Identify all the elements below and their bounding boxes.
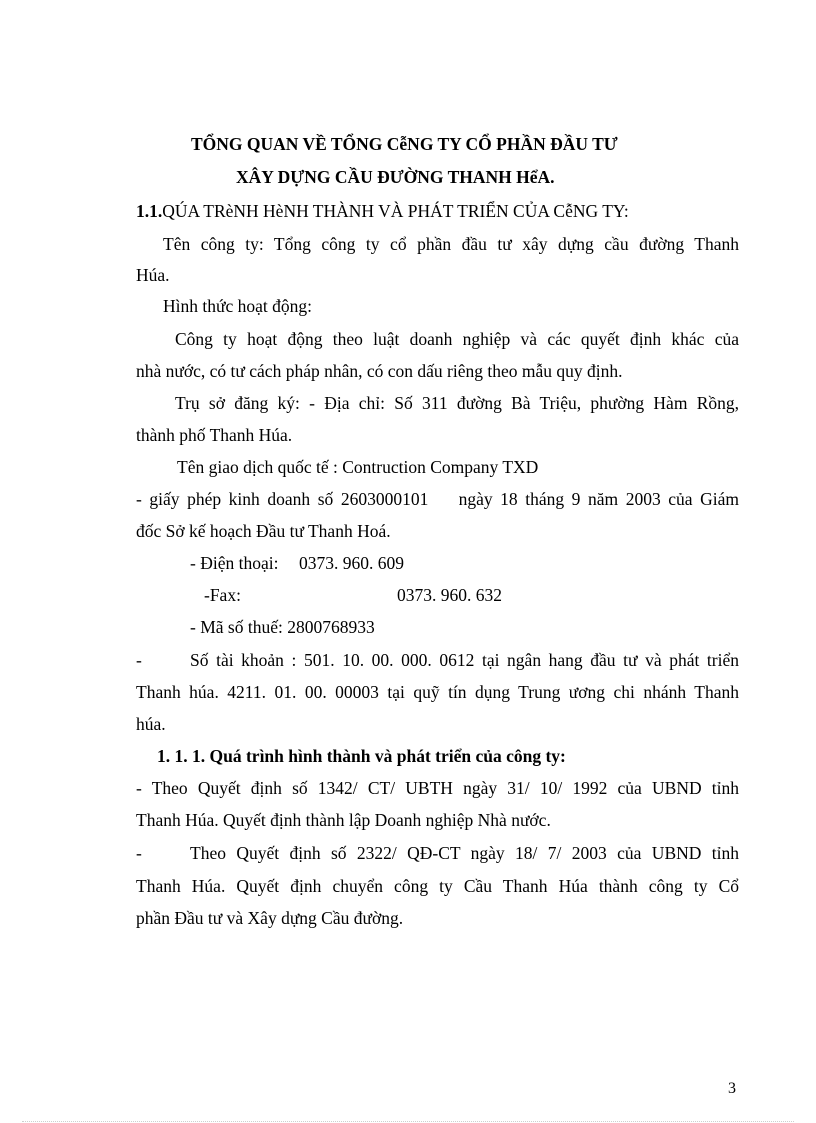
license-line-2: đốc Sở kế hoạch Đầu tư Thanh Hoá.: [136, 521, 391, 541]
operation-line-2: nhà nước, có tư cách pháp nhân, có con dấu riêng theo mẫu quy định.: [136, 361, 623, 381]
address-line-1: Trụ sở đăng ký: - Địa chỉ: Số 311 đường Bà Triệu, phường Hàm Rồng,: [175, 393, 739, 413]
decision-2-line-3: phần Đầu tư và Xây dựng Cầu đường.: [136, 908, 404, 928]
decision-2-line-1: Theo Quyết định số 2322/ QĐ-CT ngày 18/ 7/ 2003 của UBND tỉnh: [190, 843, 739, 863]
account-line-2: Thanh húa. 4211. 01. 00. 00003 tại quỹ tín dụng Trung ương chi nhánh Thanh: [136, 682, 739, 702]
account-line-3: húa.: [136, 714, 166, 734]
phone-value: 0373. 960. 609: [299, 553, 404, 573]
title-line-1: TỔNG QUAN VỀ TỔNG CễNG TY CỔ PHẦN ĐẦU TƯ: [191, 134, 618, 154]
fax-label: -Fax:: [204, 585, 241, 605]
account-dash: -: [136, 650, 142, 670]
title-line-2: XÂY DỰNG CẦU ĐƯỜNG THANH HểA.: [236, 167, 555, 187]
decision-1-line-2: Thanh Húa. Quyết định thành lập Doanh nghiệp Nhà nước.: [136, 810, 551, 830]
address-line-2: thành phố Thanh Húa.: [136, 425, 293, 445]
footer-divider: [22, 1121, 794, 1122]
subsection-heading: 1. 1. 1. Quá trình hình thành và phát triển của công ty:: [157, 746, 566, 766]
decision-2-line-2: Thanh Húa. Quyết định chuyển công ty Cầu Thanh Húa thành công ty Cổ: [136, 876, 739, 896]
section-heading-number: 1.1.: [136, 201, 163, 221]
company-name-line-2: Húa.: [136, 265, 170, 285]
license-line-1: - giấy phép kinh doanh số 2603000101 ngày 18 tháng 9 năm 2003 của Giám: [136, 489, 739, 509]
tax-code: - Mã số thuế: 2800768933: [190, 617, 375, 637]
intl-trade-name: Tên giao dịch quốc tế : Contruction Company TXD: [177, 457, 539, 477]
operation-line-1: Công ty hoạt động theo luật doanh nghiệp và các quyết định khác của: [175, 329, 739, 349]
section-heading: [136, 200, 629, 222]
fax-value: 0373. 960. 632: [397, 585, 502, 605]
decision-2-dash: -: [136, 843, 142, 863]
account-line-1: Số tài khoản : 501. 10. 00. 000. 0612 tại ngân hang đầu tư và phát triển: [190, 650, 739, 670]
section-heading-text: QÚA TRèNH HèNH THÀNH VÀ PHÁT TRIỂN CỦA CễNG TY:: [162, 201, 629, 221]
decision-1-line-1: - Theo Quyết định số 1342/ CT/ UBTH ngày 31/ 10/ 1992 của UBND tỉnh: [136, 778, 739, 798]
operation-form-label: Hình thức hoạt động:: [163, 296, 312, 316]
phone-label: - Điện thoại:: [190, 553, 279, 573]
page-number: 3: [728, 1080, 736, 1097]
company-name-line-1: Tên công ty: Tổng công ty cổ phần đầu tư xây dựng cầu đường Thanh: [163, 234, 739, 254]
